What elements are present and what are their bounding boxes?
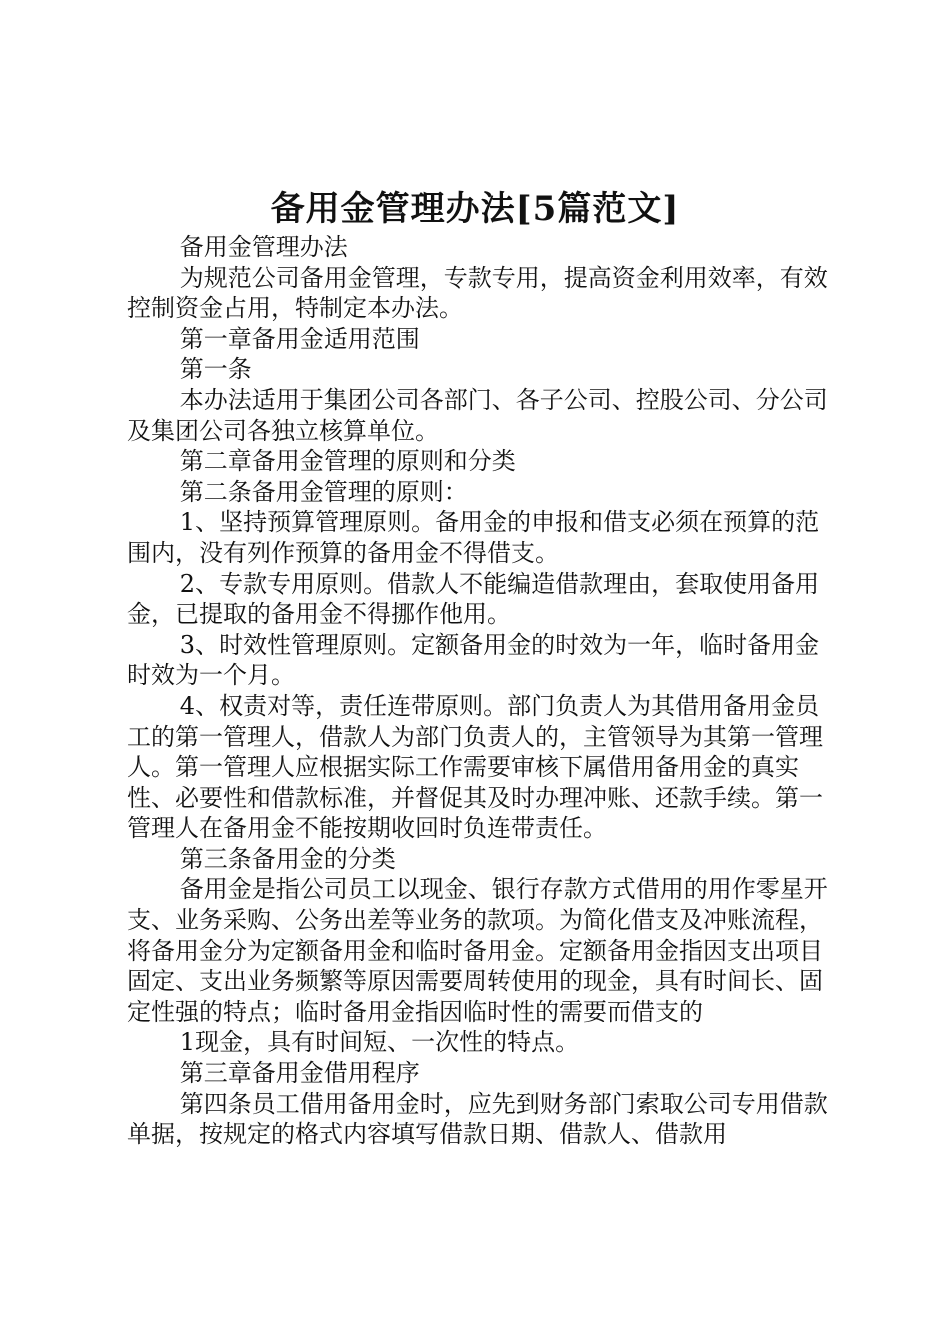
paragraph: 1现金，具有时间短、一次性的特点。 bbox=[179, 1028, 580, 1057]
article-heading: 第三条备用金的分类 bbox=[179, 844, 396, 873]
paragraph: 为规范公司备用金管理，专款专用，提高资金利用效率，有效控制资金占用，特制定本办法。 bbox=[127, 263, 828, 323]
list-item: 1、坚持预算管理原则。备用金的申报和借支必须在预算的范围内，没有列作预算的备用金不得借支。 bbox=[127, 508, 820, 567]
list-item: 2、专款专用原则。借款人不能编造借款理由，套取使用备用金，已提取的备用金不得挪作他用。 bbox=[127, 569, 820, 629]
document-body bbox=[127, 232, 831, 1150]
article-heading: 第二条备用金管理的原则： bbox=[179, 477, 468, 506]
document-title: 备用金管理办法[5篇范文] bbox=[270, 189, 680, 229]
paragraph: 本办法适用于集团公司各部门、各子公司、控股公司、分公司及集团公司各独立核算单位。 bbox=[127, 385, 828, 445]
paragraph: 备用金是指公司员工以现金、银行存款方式借用的用作零星开支、业务采购、公务出差等业务的款项。为简化借支及冲账流程，将备用金分为定额备用金和临时备用金。定额备用金指因支出项目固定、支出业务频繁等原因需要周转使用的现金，具有时间长、固定性强的特点；临时备用金指因临时性的需要而借支的 bbox=[127, 875, 828, 1026]
list-item: 4、权责对等，责任连带原则。部门负责人为其借用备用金员工的第一管理人，借款人为部门负责人的，主管领导为其第一管理人。第一管理人应根据实际工作需要审核下属借用备用金的真实性、必要性和借款标准，并督促其及时办理冲账、还款手续。第一管理人在备用金不能按期收回时负连带责任。 bbox=[127, 691, 823, 843]
paragraph: 备用金管理办法 bbox=[179, 233, 348, 261]
chapter-heading: 第一章备用金适用范围 bbox=[179, 324, 420, 353]
paragraph: 第四条员工借用备用金时，应先到财务部门索取公司专用借款单据，按规定的格式内容填写借款日期、借款人、借款用 bbox=[127, 1089, 828, 1149]
list-item: 3、时效性管理原则。定额备用金的时效为一年，临时备用金时效为一个月。 bbox=[127, 630, 820, 690]
chapter-heading: 第二章备用金管理的原则和分类 bbox=[179, 447, 516, 476]
chapter-heading: 第三章备用金借用程序 bbox=[179, 1059, 420, 1088]
article-heading: 第一条 bbox=[179, 355, 252, 384]
